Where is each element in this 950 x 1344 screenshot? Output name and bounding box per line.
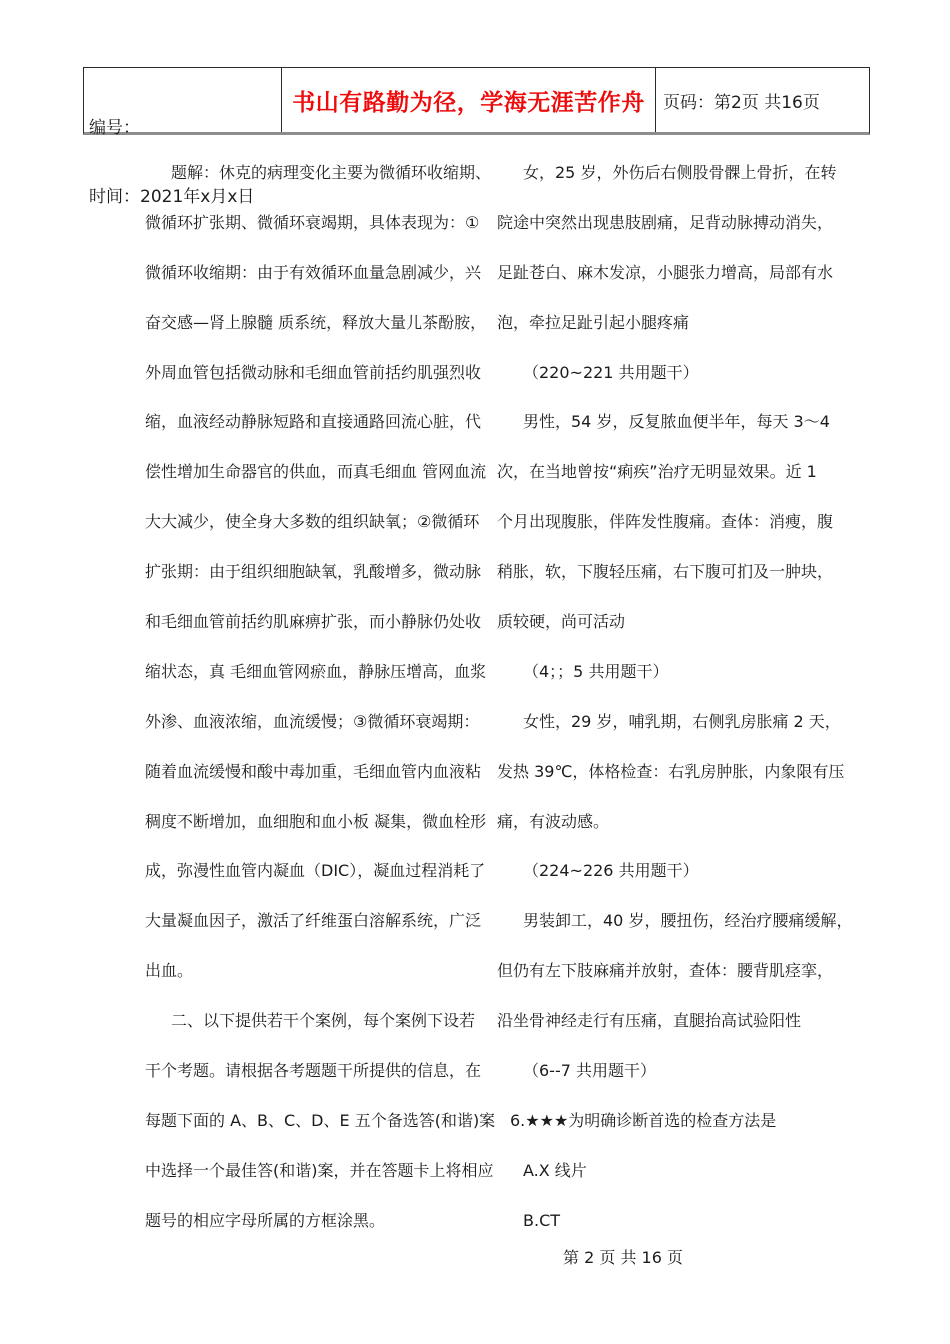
text-line: 大量凝血因子，激活了纤维蛋白溶解系统，广泛 [145, 911, 482, 931]
text-line: 偿性增加生命器官的供血，而真毛细血 管网血流 [145, 462, 487, 482]
text-line: 题解：休克的病理变化主要为微循环收缩期、 [171, 163, 492, 182]
text-line: 沿坐骨神经走行有压痛，直腿抬高试验阳性 [497, 1011, 802, 1031]
text-line: 院途中突然出现患肢剧痛，足背动脉搏动消失， [497, 212, 834, 232]
text-line: 质较硬，尚可活动 [497, 612, 626, 632]
text-line: 6.★★★为明确诊断首选的检查方法是 [510, 1110, 777, 1130]
text-line: 随着血流缓慢和酸中毒加重，毛细血管内血液粘 [145, 761, 482, 781]
text-line: 干个考题。请根据各考题题干所提供的信息，在 [145, 1061, 482, 1081]
text-line: 奋交感—肾上腺髓 质系统，释放大量儿茶酚胺， [145, 312, 487, 332]
text-line: 中选择一个最佳答(和谐)案，并在答题卡上将相应 [145, 1160, 494, 1180]
text-line: 足趾苍白、麻木发凉，小腿张力增高，局部有水 [497, 262, 834, 282]
text-line: 缩状态，真 毛细血管网瘀血，静脉压增高，血浆 [145, 661, 487, 681]
header-cell-meta [84, 68, 282, 207]
text-line: 发热 39℃，体格检查：右乳房肿胀，内象限有压 [497, 761, 845, 781]
footer-page-indicator: 第 2 页 共 16 页 [563, 1248, 683, 1267]
text-line: 微循环收缩期：由于有效循环血量急剧减少，兴 [145, 262, 482, 282]
text-line: （6--7 共用题干） [523, 1061, 656, 1081]
text-line: （224~226 共用题干） [523, 861, 699, 881]
text-line: 和毛细血管前括约肌麻痹扩张，而小静脉仍处收 [145, 612, 482, 632]
text-line: 外周血管包括微动脉和毛细血管前括约肌强烈收 [145, 362, 482, 382]
text-line: 但仍有左下肢麻痛并放射，查体：腰背肌痉挛， [497, 961, 834, 981]
header-page-label: 页码：第2页 共16页 [655, 68, 869, 132]
text-line: 痛，有波动感。 [497, 811, 610, 831]
text-line: 二、以下提供若干个案例，每个案例下设若 [171, 1011, 476, 1031]
text-line: 出血。 [145, 961, 194, 981]
text-line: 题号的相应字母所属的方框涂黑。 [145, 1210, 386, 1230]
text-line: 女，25 岁，外伤后右侧股骨髁上骨折，在转 [523, 163, 837, 182]
text-line: B.CT [523, 1210, 561, 1230]
text-line: 男装卸工，40 岁，腰扭伤，经治疗腰痛缓解， [523, 911, 853, 931]
header-motto: 书山有路勤为径，学海无涯苦作舟 [292, 89, 645, 116]
text-line: 稠度不断增加，血细胞和血小板 凝集，微血栓形 [145, 811, 487, 831]
text-line: A.X 线片 [523, 1160, 587, 1180]
text-line: 扩张期：由于组织细胞缺氧，乳酸增多，微动脉 [145, 562, 482, 582]
text-line: 缩，血液经动静脉短路和直接通路回流心脏，代 [145, 412, 482, 432]
text-line: 每题下面的 A、B、C、D、E 五个备选答(和谐)案 [145, 1110, 496, 1130]
text-line: 外渗、血液浓缩，血流缓慢；③微循环衰竭期： [145, 711, 480, 731]
text-line: 微循环扩张期、微循环衰竭期，具体表现为：① [145, 212, 480, 232]
text-line: 大大减少，使全身大多数的组织缺氧；②微循环 [145, 512, 480, 532]
right-column [497, 148, 853, 1246]
text-line: 次，在当地曾按“痢疾”治疗无明显效果。近 1 [497, 462, 817, 482]
text-line: 女性，29 岁，哺乳期，右侧乳房胀痛 2 天， [523, 711, 841, 731]
text-line: 稍胀，软，下腹轻压痛，右下腹可扪及一肿块， [497, 562, 834, 582]
text-line: 泡，牵拉足趾引起小腿疼痛 [497, 312, 690, 332]
header-number-label: 编号： [89, 118, 140, 138]
text-line: （4；；5 共用题干） [523, 661, 669, 681]
text-line: 个月出现腹胀，伴阵发性腹痛。查体：消瘦，腹 [497, 512, 834, 532]
text-line: 男性，54 岁，反复脓血便半年，每天 3～4 [523, 412, 830, 432]
header-time-label: 时间：2021年x月x日 [89, 187, 255, 207]
text-line: 成，弥漫性血管内凝血（DIC），凝血过程消耗了 [145, 861, 486, 881]
left-column [145, 148, 496, 1246]
text-line: （220~221 共用题干） [523, 362, 699, 382]
